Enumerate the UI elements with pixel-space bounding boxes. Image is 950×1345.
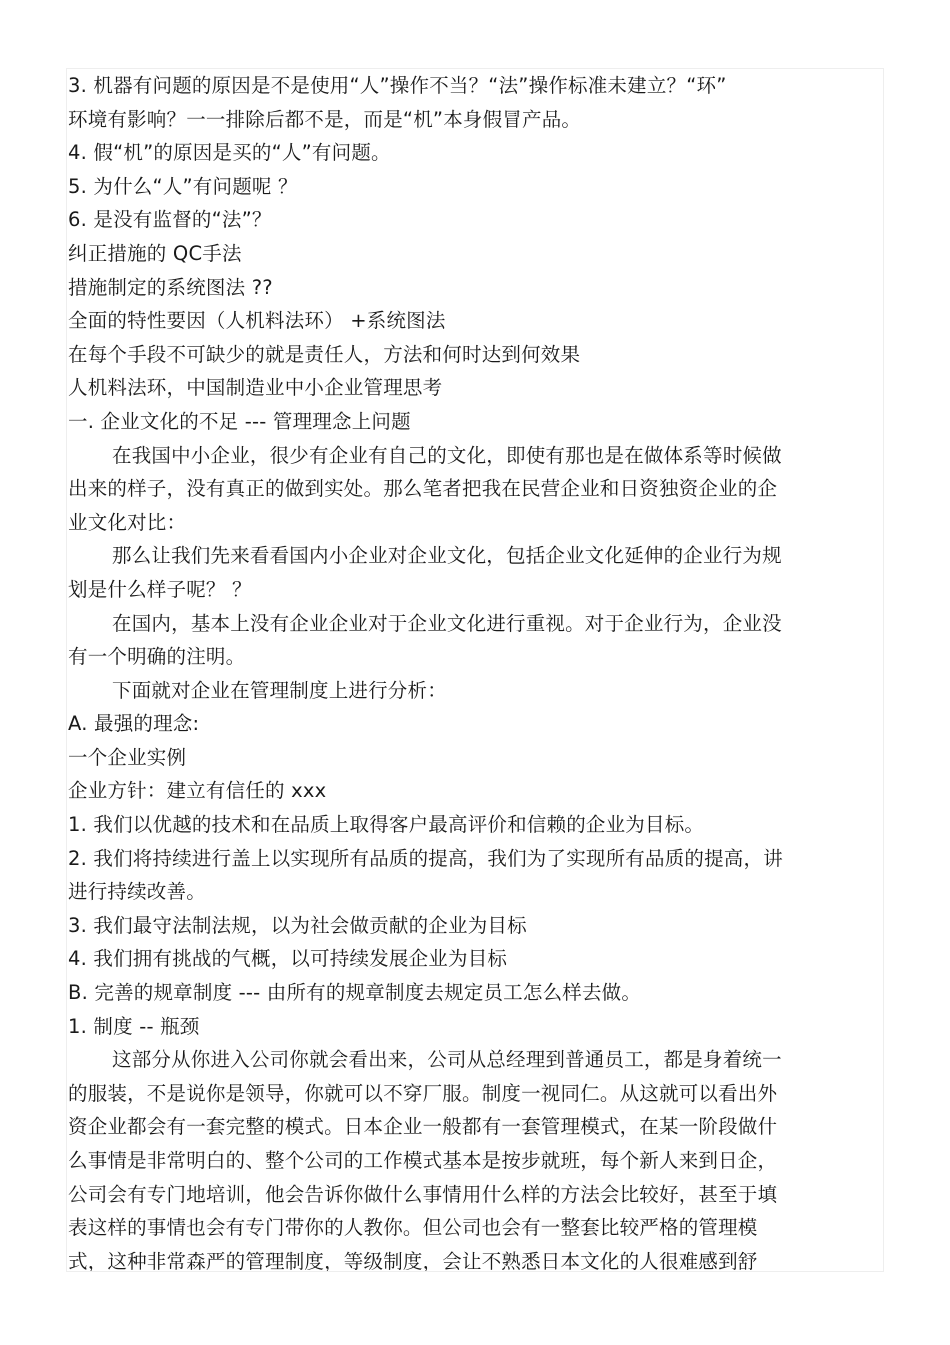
text-line: 企业方针：建立有信任的 xxx [68, 779, 327, 803]
document-body [68, 69, 828, 1272]
text-line: 一个企业实例 [68, 745, 187, 769]
text-line: 6. 是没有监督的“法”？ [68, 208, 272, 232]
text-line: 1. 制度 -- 瓶颈 [68, 1014, 200, 1038]
text-line: A. 最强的理念: [68, 712, 200, 736]
text-line: 式，这种非常森严的管理制度，等级制度，会让不熟悉日本文化的人很难感到舒 [68, 1249, 758, 1272]
text-line: 表这样的事情也会有专门带你的人教你。但公司也会有一整套比较严格的管理模 [68, 1216, 758, 1240]
text-line: 出来的样子，没有真正的做到实处。那么笔者把我在民营企业和日资独资企业的企 [68, 477, 778, 501]
text-line: 进行持续改善。 [68, 880, 206, 904]
text-line: 环境有影响？一一排除后都不是，而是“机”本身假冒产品。 [68, 107, 582, 131]
text-line: 那么让我们先来看看国内小企业对企业文化，包括企业文化延伸的企业行为规 [112, 544, 782, 568]
text-line: 划是什么样子呢？ ？ [68, 577, 252, 601]
text-line: 么事情是非常明白的、整个公司的工作模式基本是按步就班，每个新人来到日企， [68, 1149, 778, 1172]
text-line: 在国内，基本上没有企业企业对于企业文化进行重视。对于企业行为，企业没 [112, 611, 782, 635]
text-line: B. 完善的规章制度 --- 由所有的规章制度去规定员工怎么样去做。 [68, 981, 642, 1005]
text-line: 在我国中小企业，很少有企业有自己的文化，即使有那也是在做体系等时候做 [112, 443, 782, 467]
text-line: 5. 为什么“人”有问题呢 ？ [68, 174, 298, 198]
text-line: 公司会有专门地培训，他会告诉你做什么事情用什么样的方法会比较好，甚至于填 [68, 1182, 778, 1206]
text-line: 一. 企业文化的不足 --- 管理理念上问题 [68, 409, 411, 433]
text-line: 这部分从你进入公司你就会看出来，公司从总经理到普通员工，都是身着统一 [112, 1048, 782, 1072]
document-page [66, 68, 884, 1272]
text-line: 有一个明确的注明。 [68, 645, 246, 669]
text-line: 的服装，不是说你是领导，你就可以不穿厂服。制度一视同仁。从这就可以看出外 [68, 1081, 778, 1105]
text-line: 资企业都会有一套完整的模式。日本企业一般都有一套管理模式，在某一阶段做什 [68, 1115, 778, 1139]
text-line: 业文化对比： [68, 510, 187, 534]
text-line: 4. 我们拥有挑战的气概，以可持续发展企业为目标 [68, 947, 508, 971]
text-line: 下面就对企业在管理制度上进行分析： [112, 678, 447, 702]
text-line: 3. 我们最守法制法规，以为社会做贡献的企业为目标 [68, 913, 527, 937]
text-line: 4. 假“机”的原因是买的“人”有问题。 [68, 141, 391, 165]
text-line: 1. 我们以优越的技术和在品质上取得客户最高评价和信赖的企业为目标。 [68, 813, 705, 837]
text-line: 纠正措施的 QC手法 [68, 241, 242, 265]
text-line: 2. 我们将持续进行盖上以实现所有品质的提高，我们为了实现所有品质的提高，讲 [68, 846, 783, 870]
text-line: 措施制定的系统图法 ?? [68, 275, 273, 299]
text-line: 3. 机器有问题的原因是不是使用“人”操作不当？“法”操作标准未建立？“环” [68, 74, 727, 97]
text-line: 全面的特性要因（人机料法环） +系统图法 [68, 309, 446, 333]
text-line: 人机料法环，中国制造业中小企业管理思考 [68, 376, 443, 400]
text-line: 在每个手段不可缺少的就是责任人，方法和何时达到何效果 [68, 342, 581, 366]
